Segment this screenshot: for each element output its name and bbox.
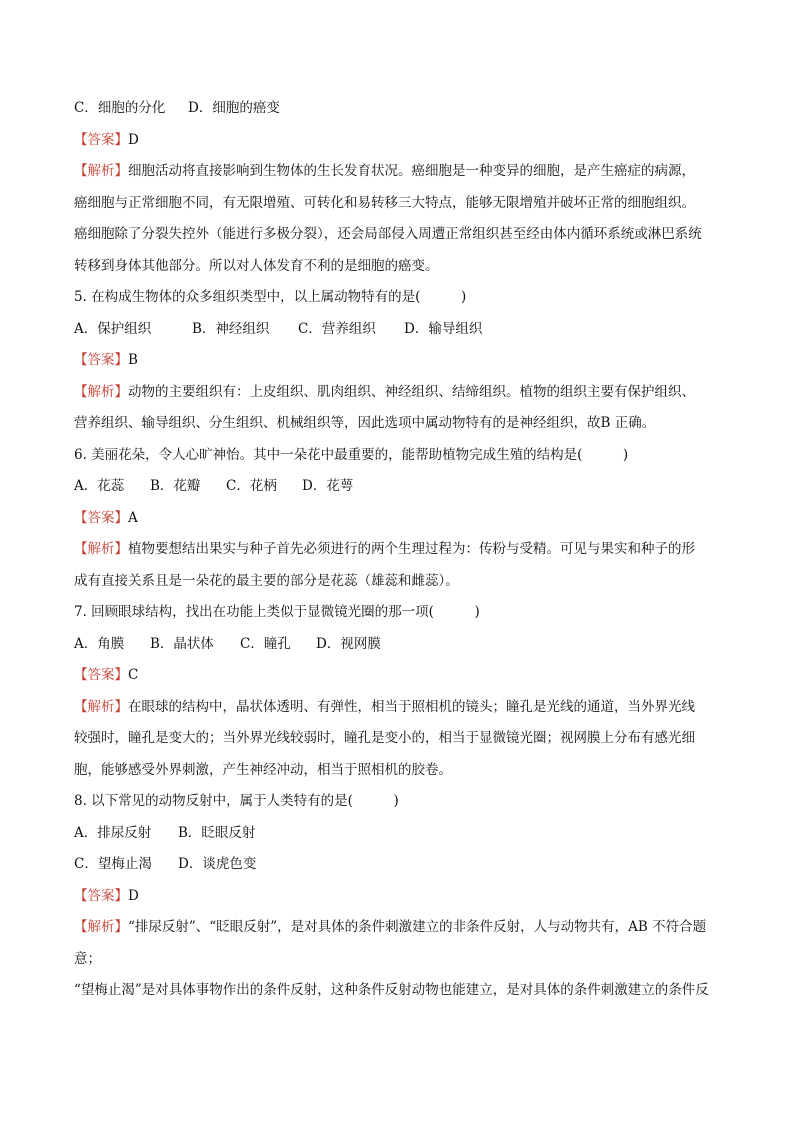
- q5-option-a: A．保护组织: [74, 320, 152, 337]
- q4-option-c: C．细胞的分化: [74, 100, 166, 116]
- q8-analysis-line3: “望梅止渴”是对具体事物作出的条件反射，这种条件反射动物也能建立，是对具体的条件刺激建立的条件反: [74, 982, 709, 998]
- answer-tag: 【答案】: [74, 131, 128, 148]
- analysis-tag: 【解析】: [74, 919, 128, 935]
- q8-option-b: B．眨眼反射: [178, 824, 256, 841]
- analysis-text: 植物要想结出果实与种子首先必须进行的两个生理过程为：传粉与受精。可见与果实和种子的形: [128, 541, 695, 557]
- q6-answer: [74, 508, 724, 528]
- q5-option-c: C．营养组织: [298, 320, 376, 337]
- q6-option-d: D．花萼: [302, 478, 354, 494]
- q8-options-cd: [74, 854, 724, 874]
- q8-analysis-line1: [74, 917, 724, 937]
- q8-analysis-line2: 意；: [74, 950, 101, 967]
- answer-value: B: [128, 352, 138, 368]
- q7-options: [74, 634, 724, 654]
- q4-analysis-line3: 癌细胞除了分裂失控外（能进行多极分裂），还会局部侵入周遭正常组织甚至经由体内循环系统或淋巴系统: [74, 226, 702, 242]
- q7-option-b: B．晶状体: [150, 635, 214, 652]
- q6-stem: 6. 美丽花朵，令人心旷神怡。其中一朵花中最重要的，能帮助植物完成生殖的结构是( ): [74, 446, 629, 463]
- analysis-tag: 【解析】: [74, 383, 128, 400]
- q5-analysis-line1: [74, 382, 724, 402]
- analysis-tag: 【解析】: [74, 163, 128, 179]
- q4-option-d: D．细胞的癌变: [188, 100, 280, 116]
- answer-value: A: [128, 509, 138, 526]
- q5-option-d: D．输导组织: [404, 320, 483, 337]
- analysis-tag: 【解析】: [74, 541, 128, 557]
- q7-analysis-line3: 胞，能够感受外界刺激，产生神经冲动，相当于照相机的胶卷。: [74, 761, 452, 778]
- q4-analysis: [74, 161, 724, 276]
- answer-tag: 【答案】: [74, 352, 128, 368]
- analysis-text: 在眼球的结构中，晶状体透明、有弹性，相当于照相机的镜头；瞳孔是光线的通道，当外界光线: [128, 698, 695, 715]
- q4-analysis-line1: [74, 161, 724, 181]
- q8-option-c: C．望梅止渴: [74, 856, 152, 872]
- q7-option-a: A．角膜: [74, 635, 125, 652]
- answer-value: C: [128, 667, 139, 683]
- q4-analysis-line4: 转移到身体其他部分。所以对人体发育不利的是细胞的癌变。: [74, 257, 439, 274]
- q4-answer: [74, 130, 724, 150]
- q5-option-b: B．神经组织: [192, 320, 270, 337]
- q6-analysis-line1: [74, 539, 724, 559]
- q6-options: [74, 476, 724, 496]
- q6-option-a: A．花蕊: [74, 478, 125, 494]
- q8-option-d: D．谈虎色变: [178, 856, 257, 872]
- analysis-text: 动物的主要组织有：上皮组织、肌肉组织、神经组织、结缔组织。植物的组织主要有保护组织、: [128, 383, 695, 400]
- answer-value: D: [128, 887, 139, 904]
- analysis-text: 细胞活动将直接影响到生物体的生长发育状况。癌细胞是一种变异的细胞，是产生癌症的病源，: [128, 163, 695, 179]
- q8-answer: [74, 886, 724, 906]
- q5-answer: [74, 350, 724, 370]
- q7-analysis-line2: 较强时，瞳孔是变大的；当外界光线较弱时，瞳孔是变小的，相当于显微镜光圈；视网膜上分布有感光细: [74, 730, 695, 746]
- answer-tag: 【答案】: [74, 667, 128, 683]
- q7-stem: 7. 回顾眼球结构，找出在功能上类似于显微镜光圈的那一项( ): [74, 604, 480, 620]
- q5-analysis-line2: 营养组织、输导组织、分生组织、机械组织等，因此选项中属动物特有的是神经组织，故B 正确。: [74, 415, 656, 431]
- q7-answer: [74, 665, 724, 685]
- answer-value: D: [128, 131, 139, 148]
- q7-analysis-line1: [74, 697, 724, 717]
- q4-options-cd: [74, 98, 724, 118]
- q6-analysis-line2: 成有直接关系且是一朵花的最主要的部分是花蕊（雄蕊和雌蕊）。: [74, 572, 459, 589]
- q6-option-c: C．花柄: [226, 478, 277, 494]
- q5-stem: 5. 在构成生物体的众多组织类型中，以上属动物特有的是( ): [74, 289, 467, 305]
- q7-option-c: C．瞳孔: [240, 635, 291, 652]
- q6-option-b: B．花瓣: [150, 478, 201, 494]
- answer-tag: 【答案】: [74, 887, 128, 904]
- analysis-tag: 【解析】: [74, 698, 128, 715]
- q4-analysis-line2: 癌细胞与正常细胞不同，有无限增殖、可转化和易转移三大特点，能够无限增殖并破坏正常的细胞组织。: [74, 194, 695, 211]
- q8-options-ab: [74, 823, 724, 843]
- q7-option-d: D．视网膜: [316, 635, 381, 652]
- document-body: [74, 98, 724, 1000]
- q8-option-a: A．排尿反射: [74, 824, 152, 841]
- q8-stem: 8. 以下常见的动物反射中，属于人类特有的是( ): [74, 793, 399, 809]
- q5-options: [74, 319, 724, 339]
- analysis-text: “排尿反射”、“眨眼反射”，是对具体的条件刺激建立的非条件反射，人与动物共有，AB 不符合题: [128, 919, 707, 935]
- answer-tag: 【答案】: [74, 509, 128, 526]
